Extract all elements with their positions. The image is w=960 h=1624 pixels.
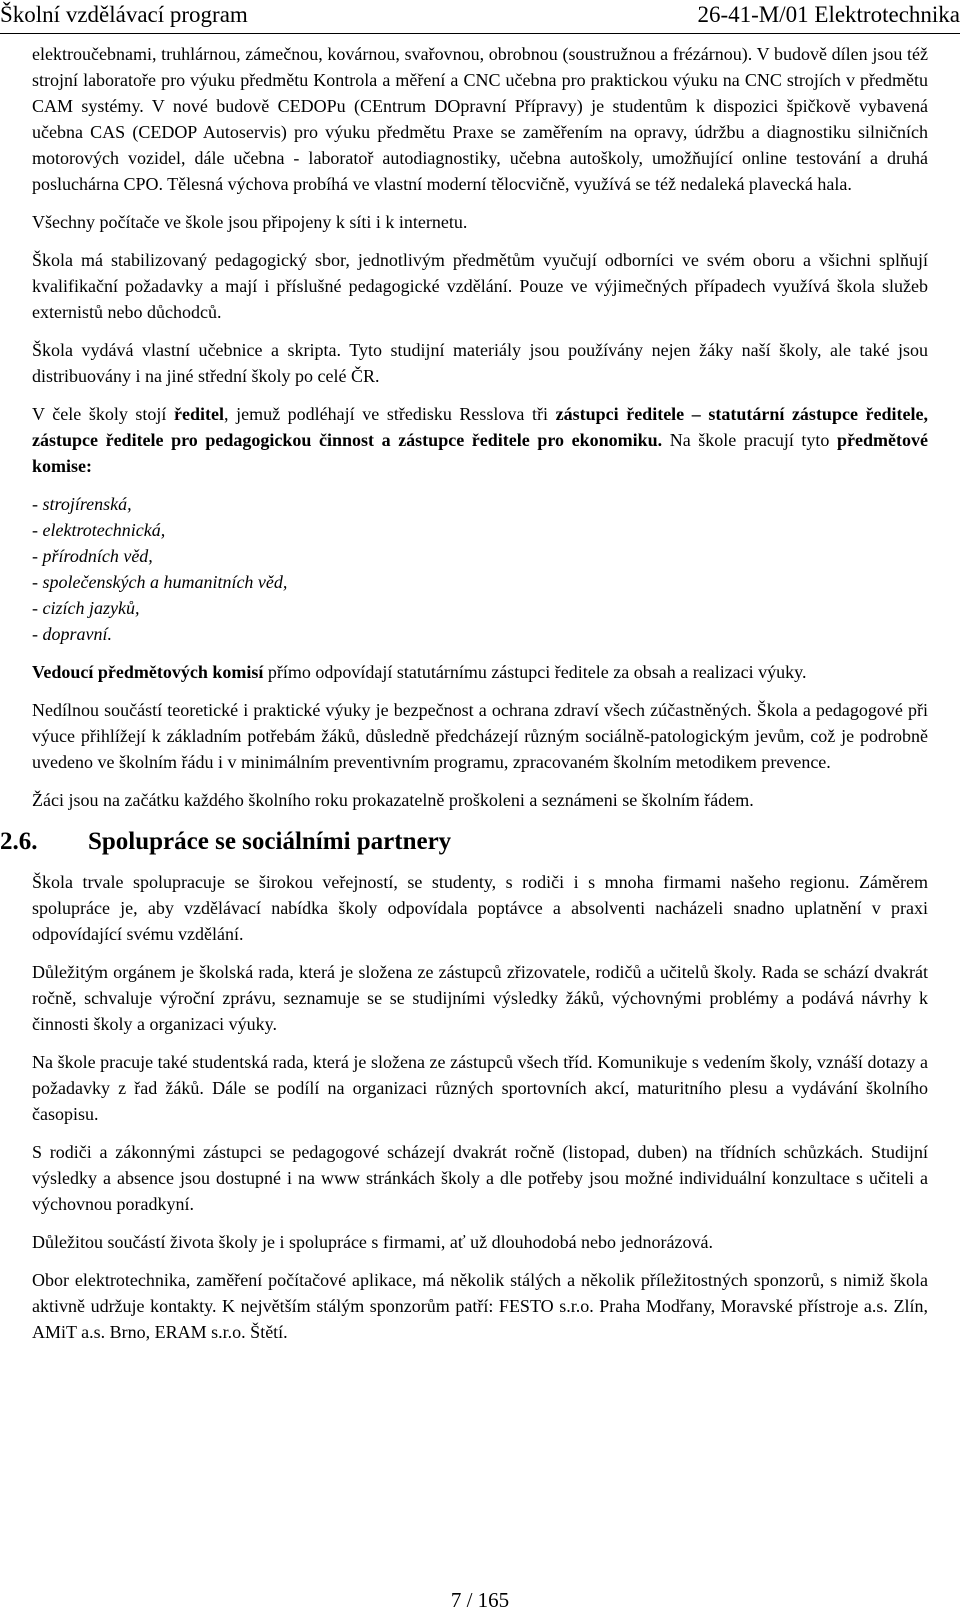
text: , jemuž podléhají ve středisku Resslova tři [224,404,556,424]
list-item: - elektrotechnická, [32,520,166,540]
paragraph-companies: Důležitou součástí života školy je i spolupráce s firmami, ať už dlouhodobá nebo jednorázová. [32,1232,714,1252]
page-number: 7 / 165 [450,1588,510,1612]
paragraph-facilities: elektroučebnami, truhlárnou, zámečnou, kovárnou, svařovnou, obrobnou (soustružnou a frézárnou). V budově dílen jsou též strojní laboratoře pro výuku předmětu Kontrola a měření a CNC učebna pro praktickou výuku na CNC strojích v předmětu CAM systémy. V nové budově CEDOPu (CEntrum DOpravní Přípravy) je studentům k dispozici špičkově vybavená učebna CAS (CEDOP Autoservis) pro výuku předmětu Praxe se zaměřením na opravy, údržbu a diagnostiku silničních motorových vozidel, dále učebna - laboratoř autodiagnostiky, učebna autoškoly, umožňující online testování a druhá posluchárna CPO. Tělesná výchova probíhá ve vlastní moderní tělocvičně, využívá se též nedaleká plavecká hala. [32,44,928,194]
header-right: 26-41-M/01 Elektrotechnika [697,2,960,27]
page-header [0,0,960,34]
paragraph-committee-heads [32,659,928,685]
section-heading [0,825,928,859]
text: Na škole pracují tyto [662,430,838,450]
text: přímo odpovídají statutárnímu zástupci ředitele za obsah a realizaci výuky. [263,662,807,682]
section-number: 2.6. [0,828,38,855]
paragraph-safety: Nedílnou součástí teoretické i praktické výuky je bezpečnost a ochrana zdraví všech zúčastněných. Škola a pedagogové při výuce přihlížejí k základním potřebám žáků, důsledně předcházejí různým sociálně-patologickým jevům, což je podrobně uvedeno ve školním řádu i v minimálním preventivním programu, zpracovaném školním metodikem prevence. [32,700,928,772]
paragraph-student-council: Na škole pracuje také studentská rada, která je složena ze zástupců všech tříd. Komunikuje s vedením školy, vznáší dotazy a požadavky z řad žáků. Dále se podílí na organizaci různých sportovních akcí, maturitního plesu a vydávání školního časopisu. [32,1052,928,1124]
section-title: Spolupráce se sociálními partnery [88,828,452,855]
paragraph-computers: Všechny počítače ve škole jsou připojeny k síti i k internetu. [32,212,468,232]
paragraph-school-board: Důležitým orgánem je školská rada, která je složena ze zástupců zřizovatele, rodičů a učitelů školy. Rada se schází dvakrát ročně, schvaluje výroční zprávu, seznamuje se se studijními výsledky žáků, výchovnými problémy a podává návrhy k činnosti školy a organizaci výuky. [32,962,928,1034]
text: V čele školy stojí [32,404,175,424]
paragraph-parents: S rodiči a zákonnými zástupci se pedagogové scházejí dvakrát ročně (listopad, duben) na třídních schůzkách. Studijní výsledky a absence jsou dostupné i na www stránkách školy a dle potřeby jsou možné individuální konzultace s učiteli a výchovnou poradkyní. [32,1142,928,1214]
page-content [0,41,928,1357]
paragraph-textbooks: Škola vydává vlastní učebnice a skripta. Tyto studijní materiály jsou používány nejen žáky naší školy, ale také jsou distribuovány i na jiné střední školy po celé ČR. [32,340,928,386]
list-item: - společenských a humanitních věd, [32,572,288,592]
list-item: - přírodních věd, [32,546,153,566]
paragraph-sponsors: Obor elektrotechnika, zaměření počítačové aplikace, má několik stálých a několik příležitostných sponzorů, s nimiž škola aktivně udržuje kontakty. K největším stálým sponzorům patří: FESTO s.r.o. Praha Modřany, Moravské přístroje a.s. Zlín, AMiT a.s. Brno, ERAM s.r.o. Štětí. [32,1270,928,1342]
paragraph-management [32,401,928,479]
bold-text: Vedoucí předmětových komisí [32,662,264,682]
paragraph-training: Žáci jsou na začátku každého školního roku prokazatelně proškoleni a seznámeni se školním řádem. [32,790,754,810]
paragraph-cooperation: Škola trvale spolupracuje se širokou veřejností, se studenty, s rodiči i s mnoha firmami našeho regionu. Záměrem spolupráce je, aby vzdělávací nabídka školy odpovídala poptávce a absolventi nacházeli snadno uplatnění v praxi odpovídající svému vzdělání. [32,872,928,944]
bold-text: ředitel [174,404,225,424]
header-left: Školní vzdělávací program [0,2,248,27]
committee-list [32,491,928,647]
list-item: - strojírenská, [32,494,132,514]
bold-text: zástupci ředitele – statutární zástupce ředitele, zástupce ředitele pro pedagogickou činnost a zástupce ředitele pro ekonomiku. [32,404,928,450]
list-item: - dopravní. [32,624,112,644]
list-item: - cizích jazyků, [32,598,140,618]
bold-text: předmětové komise: [32,430,928,476]
paragraph-staff: Škola má stabilizovaný pedagogický sbor, jednotlivým předmětům vyučují odborníci ve svém oboru a všichni splňují kvalifikační požadavky a mají i příslušné pedagogické vzdělání. Pouze ve výjimečných případech využívá škola služeb externistů nebo důchodců. [32,250,928,322]
